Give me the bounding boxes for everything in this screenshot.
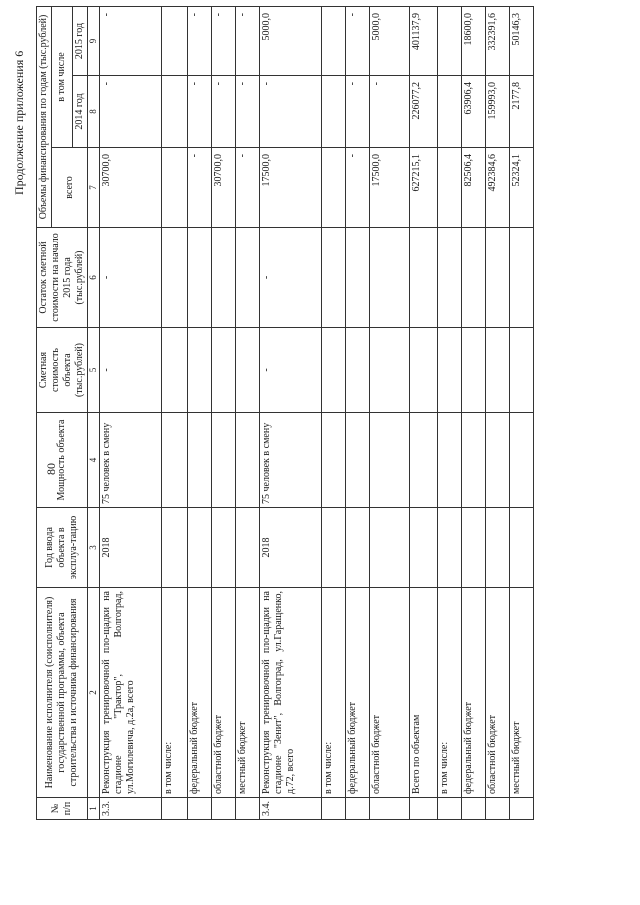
cell-y2014: 2177,8	[509, 76, 533, 148]
col-index-8: 8	[88, 76, 100, 148]
cell-y2015: 401137,9	[409, 6, 437, 75]
cell-no	[187, 798, 211, 820]
cell-y2015: -	[99, 6, 161, 75]
cell-y2015: -	[187, 6, 211, 75]
cell-y2015: -	[211, 6, 235, 75]
cell-year	[235, 508, 259, 588]
cell-cost	[409, 328, 437, 413]
cell-y2014: -	[259, 76, 321, 148]
cell-no: 3.4.	[259, 798, 321, 820]
col-index-9: 9	[88, 6, 100, 75]
table-row	[161, 6, 187, 819]
table-row	[509, 6, 533, 819]
header-year: Год ввода объекта в эксплуа-тацию	[37, 508, 88, 588]
header-2015: 2015 год	[73, 6, 88, 75]
cell-cost	[321, 328, 345, 413]
cell-capacity	[161, 413, 187, 508]
cell-y2015: 5000,0	[369, 6, 409, 75]
cell-total: 17500,0	[369, 148, 409, 228]
table-row	[211, 6, 235, 819]
cell-total: 30700,0	[211, 148, 235, 228]
cell-name: областной бюджет	[485, 588, 509, 798]
cell-remainder	[321, 228, 345, 328]
cell-y2014: -	[99, 76, 161, 148]
cell-y2015: 50146,3	[509, 6, 533, 75]
header-row-1	[37, 6, 52, 819]
header-funding: Объемы финансирования по годам (тыс.рублей)	[37, 6, 52, 227]
cell-name: Всего по объектам	[409, 588, 437, 798]
cell-cost	[235, 328, 259, 413]
header-name: Наименование исполнителя (соисполнителя) государственной программы, объекта строительства и источника финансирования	[37, 588, 88, 798]
cell-y2014: 159993,0	[485, 76, 509, 148]
cell-remainder	[509, 228, 533, 328]
financing-table	[36, 6, 534, 820]
cell-remainder: -	[99, 228, 161, 328]
cell-name: федеральный бюджет	[187, 588, 211, 798]
cell-cost	[461, 328, 485, 413]
table-row	[187, 6, 211, 819]
col-index-3: 3	[88, 508, 100, 588]
cell-year	[461, 508, 485, 588]
cell-y2015	[321, 6, 345, 75]
cell-capacity	[187, 413, 211, 508]
page-number: 80	[44, 463, 58, 475]
header-remainder: Остаток сметной стоимости на начало 2015 года (тыс.рублей)	[37, 228, 88, 328]
cell-year	[509, 508, 533, 588]
cell-y2014: -	[369, 76, 409, 148]
cell-year: 2018	[99, 508, 161, 588]
cell-y2015	[161, 6, 187, 75]
header-including: в том числе	[52, 6, 73, 147]
header-capacity: Мощность объекта	[37, 413, 88, 508]
cell-year	[211, 508, 235, 588]
table-row	[345, 6, 369, 819]
cell-remainder	[161, 228, 187, 328]
cell-no	[485, 798, 509, 820]
cell-remainder	[345, 228, 369, 328]
cell-name: местный бюджет	[509, 588, 533, 798]
table-row	[99, 6, 161, 819]
cell-capacity	[461, 413, 485, 508]
cell-name: Реконструкция тренировочной пло-щадки на стадионе "Зенит", Волгоград, ул.Гаращенко, д.72, всего	[259, 588, 321, 798]
cell-name: в том числе:	[161, 588, 187, 798]
cell-cost	[187, 328, 211, 413]
cell-capacity	[369, 413, 409, 508]
col-index-4: 4	[88, 413, 100, 508]
cell-total: -	[187, 148, 211, 228]
cell-y2015	[437, 6, 461, 75]
cell-total: -	[235, 148, 259, 228]
cell-cost: -	[259, 328, 321, 413]
cell-total: 30700,0	[99, 148, 161, 228]
column-index-row	[88, 6, 100, 819]
cell-y2015: 5000,0	[259, 6, 321, 75]
col-index-5: 5	[88, 328, 100, 413]
cell-total: 52324,1	[509, 148, 533, 228]
cell-no	[509, 798, 533, 820]
cell-capacity	[321, 413, 345, 508]
cell-total: 82506,4	[461, 148, 485, 228]
cell-y2014: 63906,4	[461, 76, 485, 148]
cell-capacity	[509, 413, 533, 508]
cell-y2015: -	[235, 6, 259, 75]
cell-no	[437, 798, 461, 820]
cell-no	[211, 798, 235, 820]
cell-total: 17500,0	[259, 148, 321, 228]
cell-total: -	[345, 148, 369, 228]
header-total: всего	[52, 148, 88, 228]
cell-name: федеральный бюджет	[345, 588, 369, 798]
table-row	[437, 6, 461, 819]
cell-year: 2018	[259, 508, 321, 588]
cell-no: 3.3.	[99, 798, 161, 820]
cell-no	[235, 798, 259, 820]
cell-cost: -	[99, 328, 161, 413]
cell-year	[485, 508, 509, 588]
cell-y2014: -	[345, 76, 369, 148]
cell-year	[321, 508, 345, 588]
cell-y2014: -	[235, 76, 259, 148]
cell-capacity	[409, 413, 437, 508]
cell-cost	[509, 328, 533, 413]
cell-remainder	[187, 228, 211, 328]
cell-year	[345, 508, 369, 588]
continuation-caption: Продолжение приложения 6	[12, 50, 26, 195]
cell-capacity: 75 человек в смену	[99, 413, 161, 508]
col-index-1: 1	[88, 798, 100, 820]
cell-y2014	[161, 76, 187, 148]
col-index-7: 7	[88, 148, 100, 228]
cell-no	[409, 798, 437, 820]
cell-year	[161, 508, 187, 588]
cell-y2015: 18600,0	[461, 6, 485, 75]
cell-capacity: 75 человек в смену	[259, 413, 321, 508]
cell-capacity	[235, 413, 259, 508]
cell-cost	[485, 328, 509, 413]
cell-name: федеральный бюджет	[461, 588, 485, 798]
cell-capacity	[485, 413, 509, 508]
cell-total: 492384,6	[485, 148, 509, 228]
cell-no	[321, 798, 345, 820]
cell-cost	[345, 328, 369, 413]
cell-remainder: -	[259, 228, 321, 328]
cell-remainder	[409, 228, 437, 328]
col-index-2: 2	[88, 588, 100, 798]
cell-no	[161, 798, 187, 820]
cell-cost	[161, 328, 187, 413]
cell-year	[187, 508, 211, 588]
cell-y2015: 332391,6	[485, 6, 509, 75]
cell-y2014: -	[211, 76, 235, 148]
cell-y2014: -	[187, 76, 211, 148]
table-row	[235, 6, 259, 819]
cell-total	[437, 148, 461, 228]
cell-capacity	[437, 413, 461, 508]
cell-name: Реконструкция тренировочной пло-щадки на стадионе "Трактор", Волгоград, ул.Могилевича, д.2а, всего	[99, 588, 161, 798]
cell-name: в том числе:	[321, 588, 345, 798]
cell-no	[461, 798, 485, 820]
col-index-6: 6	[88, 228, 100, 328]
cell-y2015: -	[345, 6, 369, 75]
cell-no	[345, 798, 369, 820]
cell-total: 627215,1	[409, 148, 437, 228]
table-row	[461, 6, 485, 819]
cell-total	[321, 148, 345, 228]
cell-cost	[211, 328, 235, 413]
cell-year	[409, 508, 437, 588]
table-row	[409, 6, 437, 819]
cell-y2014: 226077,2	[409, 76, 437, 148]
cell-no	[369, 798, 409, 820]
cell-name: в том числе:	[437, 588, 461, 798]
cell-name: областной бюджет	[211, 588, 235, 798]
table-row	[259, 6, 321, 819]
cell-name: местный бюджет	[235, 588, 259, 798]
cell-name: областной бюджет	[369, 588, 409, 798]
table-row	[321, 6, 345, 819]
cell-remainder	[461, 228, 485, 328]
cell-remainder	[437, 228, 461, 328]
cell-capacity	[345, 413, 369, 508]
header-cost: Сметная стоимость объекта (тыс.рублей)	[37, 328, 88, 413]
cell-remainder	[235, 228, 259, 328]
cell-cost	[369, 328, 409, 413]
cell-year	[437, 508, 461, 588]
cell-remainder	[369, 228, 409, 328]
header-no: № п/п	[37, 798, 88, 820]
cell-cost	[437, 328, 461, 413]
cell-capacity	[211, 413, 235, 508]
header-2014: 2014 год	[73, 76, 88, 148]
cell-total	[161, 148, 187, 228]
cell-remainder	[211, 228, 235, 328]
cell-y2014	[437, 76, 461, 148]
table-row	[485, 6, 509, 819]
cell-year	[369, 508, 409, 588]
cell-remainder	[485, 228, 509, 328]
table-row	[369, 6, 409, 819]
cell-y2014	[321, 76, 345, 148]
